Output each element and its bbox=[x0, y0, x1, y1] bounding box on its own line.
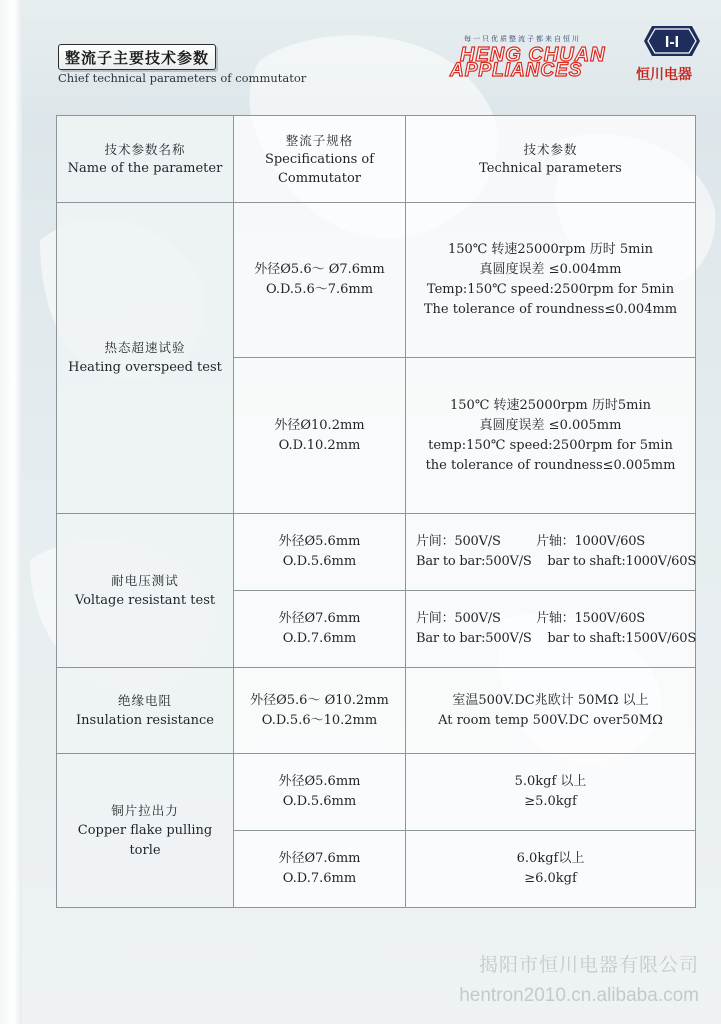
param-line: 150℃ 转速25000rpm 历时 5min bbox=[447, 242, 654, 257]
header-text-en: Name of the parameter bbox=[67, 161, 223, 176]
parameter-name-zh: 热态超速试验 bbox=[104, 340, 186, 355]
parameter-name-en: Insulation resistance bbox=[76, 712, 214, 728]
header-technical-parameters bbox=[406, 116, 695, 202]
header-text-en: Specifications of bbox=[264, 151, 375, 167]
parameters-table bbox=[56, 115, 696, 908]
spec-text-zh: 外径Ø7.6mm bbox=[278, 851, 361, 866]
footer-url-watermark: hentron2010.cn.alibaba.com bbox=[459, 985, 699, 1006]
spec-cell bbox=[234, 591, 405, 667]
header-specifications bbox=[234, 116, 405, 202]
parameter-name-en: Voltage resistant test bbox=[74, 592, 216, 608]
parameter-name-insulation bbox=[57, 668, 233, 753]
param-line: Bar to bar:500V/S bar to shaft:1000V/60S bbox=[416, 554, 697, 569]
title-badge bbox=[58, 44, 216, 70]
params-cell bbox=[406, 668, 695, 753]
spec-text-en: O.D.5.6～7.6mm bbox=[265, 282, 374, 297]
param-line: 室温500V.DC兆欧计 50MΩ 以上 bbox=[452, 692, 649, 708]
param-line: ≥5.0kgf bbox=[524, 794, 577, 809]
param-line: 150℃ 转速25000rpm 历时5min bbox=[450, 397, 651, 413]
params-cell bbox=[406, 514, 695, 590]
param-line: 5.0kgf 以上 bbox=[514, 774, 587, 789]
spec-cell bbox=[234, 514, 405, 590]
parameter-name-copper-flake bbox=[57, 754, 233, 907]
header-text-zh: 技术参数 bbox=[523, 142, 578, 157]
page-title-en: Chief technical parameters of commutator bbox=[58, 71, 307, 85]
param-line: 6.0kgf以上 bbox=[516, 851, 585, 866]
param-line: the tolerance of roundness≤0.005mm bbox=[425, 457, 676, 473]
logo-wordmark-line1: HENG CHUAN bbox=[460, 44, 606, 66]
param-line: Temp:150℃ speed:2500rpm for 5min bbox=[426, 282, 675, 297]
spec-cell bbox=[234, 668, 405, 753]
header-parameter-name bbox=[57, 116, 233, 202]
spec-text-zh: 外径Ø5.6～ Ø10.2mm bbox=[250, 692, 389, 708]
spec-cell bbox=[234, 358, 405, 513]
header-text-en: Technical parameters bbox=[479, 161, 622, 176]
spec-text-zh: 外径Ø5.6mm bbox=[278, 534, 361, 549]
param-line: Bar to bar:500V/S bar to shaft:1500V/60S bbox=[416, 631, 697, 646]
footer-company-watermark: 揭阳市恒川电器有限公司 bbox=[478, 954, 699, 976]
parameter-name-en: Heating overspeed test bbox=[68, 360, 222, 375]
param-line: At room temp 500V.DC over50MΩ bbox=[438, 712, 663, 728]
spec-text-en: O.D.5.6mm bbox=[282, 554, 357, 569]
header-text-zh: 技术参数名称 bbox=[104, 142, 186, 157]
params-cell bbox=[406, 591, 695, 667]
parameter-name-en: Copper flake pulling bbox=[77, 822, 213, 838]
parameter-name-zh: 铜片拉出力 bbox=[111, 802, 179, 818]
spec-text-zh: 外径Ø7.6mm bbox=[278, 611, 361, 626]
param-line: 片间：500V/S 片轴：1500V/60S bbox=[416, 611, 645, 626]
logo-emblem-icon bbox=[642, 24, 702, 58]
logo-name-zh: 恒川电器 bbox=[636, 67, 692, 83]
param-line: 真圆度误差 ≤0.004mm bbox=[479, 262, 622, 277]
spec-text-en: O.D.10.2mm bbox=[278, 437, 361, 453]
params-cell bbox=[406, 831, 695, 907]
spec-text-zh: 外径Ø5.6～ Ø7.6mm bbox=[254, 262, 385, 277]
parameter-name-heating bbox=[57, 203, 233, 513]
parameter-name-voltage bbox=[57, 514, 233, 667]
spec-cell bbox=[234, 831, 405, 907]
spec-text-en: O.D.5.6mm bbox=[282, 794, 357, 809]
spec-text-en: O.D.5.6～10.2mm bbox=[261, 712, 378, 728]
company-logo bbox=[446, 24, 708, 88]
parameter-name-zh: 绝缘电阻 bbox=[117, 692, 172, 708]
logo-emblem-text: I-I bbox=[664, 34, 680, 51]
header-text-zh: 整流子规格 bbox=[285, 132, 354, 148]
params-cell bbox=[406, 358, 695, 513]
spec-text-zh: 外径Ø5.6mm bbox=[278, 774, 361, 789]
parameter-name-en: torle bbox=[129, 842, 161, 858]
param-line: temp:150℃ speed:2500rpm for 5min bbox=[428, 437, 673, 453]
param-line: 真圆度误差 ≤0.005mm bbox=[479, 417, 622, 433]
params-cell bbox=[406, 203, 695, 357]
param-line: The tolerance of roundness≤0.004mm bbox=[423, 302, 678, 317]
header-text-en: Commutator bbox=[277, 170, 362, 186]
spec-cell bbox=[234, 203, 405, 357]
logo-wordmark-line2: APPLIANCES bbox=[450, 60, 583, 81]
spec-text-en: O.D.7.6mm bbox=[282, 631, 357, 646]
parameter-name-zh: 耐电压测试 bbox=[111, 572, 179, 588]
spec-text-zh: 外径Ø10.2mm bbox=[274, 417, 365, 433]
logo-slogan: 每一只优质整流子都来自恒川 bbox=[464, 35, 581, 43]
param-line: 片间：500V/S 片轴：1000V/60S bbox=[416, 534, 645, 549]
spec-cell bbox=[234, 754, 405, 830]
param-line: ≥6.0kgf bbox=[524, 871, 577, 886]
spec-text-en: O.D.7.6mm bbox=[282, 871, 357, 886]
params-cell bbox=[406, 754, 695, 830]
page-title-zh: 整流子主要技术参数 bbox=[64, 48, 209, 67]
